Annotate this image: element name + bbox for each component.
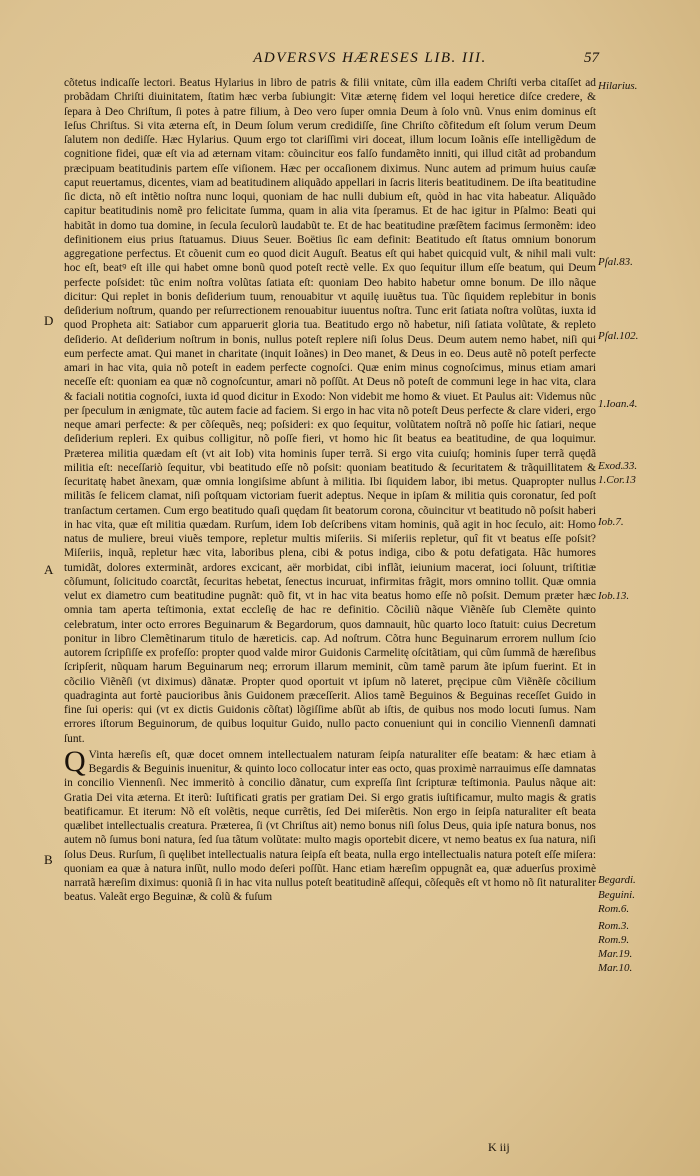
margin-note: Mar.10. [598, 962, 633, 974]
section-letter-b: B [44, 852, 53, 867]
paragraph [64, 744, 596, 905]
margin-note: 1.Ioan.4. [598, 398, 638, 410]
main-text-column [64, 76, 596, 905]
margin-note: Hilarius. [598, 80, 638, 92]
margin-note: Rom.9. [598, 934, 630, 946]
margin-note: Mar.19. [598, 948, 633, 960]
signature-mark: K iij [488, 1140, 510, 1154]
folio-number: 57 [584, 50, 599, 66]
section-letter-a: A [44, 562, 54, 577]
paragraph-text: Vinta hæreſis eſt, quæ docet omnem intellectualem naturam ſeipſa naturaliter eſſe beatam: & hæc etiam à Begardis & Beguinis inuenitur, & quinto loco collocatur inter eas octo, quas proximè narrauimus eſſe damnatas in concilio Viennenſi. Nec immeritò à concilio dãnatur, cum expreſſa ſint ſcripturæ teſtimonia. Paulus nãque ait: Gratia Dei vita æterna. Et iterũ: Iuſtificati gratis per gratiam Dei. Si ergo gratis iuſtificamur, multo magis & gratis beatificamur. Et iterum: Nõ eſt volẽtis, neque currẽtis, ſed Dei miſerẽtis. Non ergo in ſeipſa naturaliter eſt beata quælibet intellectualis creatura. Præterea, ſi (vt Chriſtus ait) nemo bonus niſi ſolus Deus, quia ipſe natura bonus, nos autem nõ ſumus boni natura, ſed ſua tãtum volũtate: multo magis oportebit dicere, vt nemo beatus ex ſua natura, niſi ſolus Deus. Rurſum, ſi quęlibet intellectualis natura ſeipſa eſt beata, nulla ergo intellectualis natura poteſt eſſe miſera: quoniam ea quæ à natura inſũt, nullo modo deſeri poſſũt. Hanc etiam hæreſim oppugnãt ea, quæ aduerſus proximè narratã hæreſim diximus: quoniã ſi in hac vita nullus poteſt beatitudinẽ aſſequi, cõſequẽs eſt vt homo nõ ſit naturaliter beatus. Valeãt ergo Beguinæ, & colũ & fuſum [64, 748, 596, 904]
section-letter-d: D [44, 313, 54, 328]
margin-note: Rom.3. [598, 920, 630, 932]
margin-note: Pſal.83. [598, 256, 633, 268]
margin-note: 1.Cor.13 [598, 474, 636, 486]
margin-note: Pſal.102. [598, 330, 639, 342]
margin-note: Iob.7. [598, 516, 624, 528]
running-head: ADVERSVS HÆRESES LIB. III. [253, 50, 487, 66]
dropcap: Q [64, 744, 86, 778]
margin-note: Beguini. [598, 889, 635, 901]
paragraph: cõtetus indicaſſe lectori. Beatus Hylarius in libro de patris & filii vnitate, cũm illa eadem Chriſti verba citaſſet ad probãdam Chriſti diuinitatem, ſtatim hæc verba ſubiungit: Vitæ æternę fidem vel loqui heretice diſce credere, & ſepara à Deo Chriſtum, ſi potes à patre filium, à Deo vero ſuper omnia Deum à ſolo vnũ. Vnus enim dominus eſt Ieſus Chriſtus. Si vita æterna eſt, in Deum ſolum verum credidiſſe, ſine Chriſto cõfitedum eſt ſolum verum Deum ſalutem non dediſſe. Hæc Hylarius. Quum ergo tot clariſſimi viri doceat, illum locum Ioãnis eſſe intelligẽdum de cognitione fidei, quæ eſt via ad æternam vitam: cõuincitur eos falſo fundamẽto inniti, qui illud citãt ad probandum præcipuam beatitudinis partem eſſe viſionem. Hæc per occaſionem diximus. Nunc autem ad primum huius cauſæ caput reuertamus, dicentes, viam ad beatitudinem aliquãdo appellari in ſacris literis beatitudinem. De iſta beatitudine ſic dicta, nõ eſt intẽtio noſtra nunc loqui, quoniam de hac nulli dubium eſt, quòd in hac vita habeatur. Aliquãdo capitur beatitudinis nomẽ pro felicitate ſumma, quam in alia vita ſperamus. Et de hac igitur in Pſalmo: Beati qui habitãt in domo tua domine, in ſecula ſeculorũ laudabũt te. Et de hac beatitudine præſẽtem facimus ſermonẽm: ideo definitionem eius prius ſtatuamus. Diuus Seuer. Boëtius ſic eam definit: Beatitudo eſt ſtatus omnium bonorum aggregatione perfectus. Et cõuenit cum eo quod dicit Auguſt. Beatus eſt qui habet quicquid vult, & nihil mali vult: hoc eſt, beatꝰ eſt ille qui habet omne bonũ quod poteſt rectè velle. Ex quo ſequitur illum eſſe beatum, qui Deum perfecte poſsidet: tũc enim noſtra volũtas ſatiata eſt: quoniam Deo habito habetur omne bonum. De illo nãque dicitur: Qui replet in bonis deſiderium tuum, renouabitur vt aquilę iuuẽtus tua. Tũc ſiquidem replebitur in bonis deſiderium noſtrum, quando per reſurrectionem renouabitur iuuentus noſtra. Tunc erit ſatiata noſtra volũtas, iuxta id quod Propheta ait: Satiabor cum apparuerit gloria tua. Beatitudo ergo nõ habetur, niſi ſatiata volũtate, & repleto deſiderio. At deſiderium noſtrum in bonis, nullus poteſt replere niſi ſolus Deus. Deum autem nemo habet, niſi qui eum perfecte amat. Qui manet in charitate (inquit Ioãnes) in Deo manet, & Deus in eo. Deus autẽ nõ poteſt perfecte amari in hac vita, quia nõ poteſt in eadem perfecte cognoſci. Quæ enim minus cognoſcimus, minus etiam amari neceſſe eſt: quoniam ea quæ nõ cognoſcuntur, amari nõ poſſũt. At Deus nõ poteſt de communi lege in hac vita, clara & faciali notitia cognoſci, iuxta id quod dicitur in Exodo: Non videbit me homo & viuet. Et Paulus ait: Videmus nũc per ſpeculum in ænigmate, tũc autem facie ad faciem. Si ergo in hac vita nõ poteſt Deus perfecte & clare videri, ergo neque amari perfecte: & per cõſequẽs, neq; poſsideri: ex quo ſequitur, volũtatem noſtrã nõ poſſe hic ſatiari, neque deſiderium repleri. Ex quibus colligitur, nõ poſſe fieri, vt homo hic ſit beatus ea beatitudine, de qua loquimur. Præterea militia quædam eſt (vt ait Iob) vita hominis ſuper terrã. Si ergo vita cuiuſq; hominis ſuper terrã quędã militia eſt: neceſſariò ſequitur, vbi beatitudo eſſe nõ poſsit: quoniam beatitudo & ſecuritatem & trãquillitatem & ſecuritatę habet ãnexam, quæ omnia longiſsime abſunt à militia. Ibi ſiquidem labor, ibi metus. Quapropter nullus militãs ſe felicem clamat, niſi poſtquam victoriam fuerit adeptus. Neque in ipſam & militia quis coronatur, ſed poſt tranſactum certamen. Cum ergo beatitudo quaſi quędam ſit beatorum corona, cõuincitur vt beatitudo nõ poſsit haberi in hac vita, quæ eſt militia quædam. Rurſum, idem Iob deſcribens vitam hominis, quã agit in hoc ſeculo, ait: Homo natus de muliere, breui viuẽs tempore, repletur multis miſeriis. Si miſeriis repletur, quî fit vt beatus eſſe poſsit? Miſeriis, inquã, repletur hæc vita, laboribus plena, cibi & potus indiga, cibo & potu defatigata. Hãc humores tumidãt, dolores exterminãt, ardores excicant, aër morbidat, cibi inflãt, ieiunium macerat, ioci ſoluunt, triſtitiæ cõſumunt, ſolicitudo coarctãt, ſecuritas hebetat, ſenectus incuruat, infirmitas frãgit, mors omnino tollit. Quæ omnia velut ex diametro cum beatitudine pugnãt: quõ fit, vt in hac vita beatus homo eſſe nõ poſsit. Demum præter hæc omnia tam aperta teſtimonia, extat eccleſię de hac re definitio. Cõciliũ nãque Viẽnẽſe ſub Clemẽte quinto celebratum, inter octo errores Beguinarum & Begardorum, quos damnauit, hũc quarto loco ſtatuit: cuius Decretum ponitur in libro Clemẽtinarum titulo de hæreticis. cap. Ad noſtrum. Cõtra hunc Beguinarum errorem nullum ſcio autorem ſcripſiſſe ex profeſſo: propter quod valde miror Guidonis Carmelitę oſcitãtiam, qui cũm ſummã de hæreſibus ſcripſerit, nũquam harum Beguinarum neq; errorum illarum meminit, cũm tamẽ parum ãte ipſum fuerint. Et in cõcilio Viẽnẽſi (vt diximus) dãnatæ. Propter quod oportuit vt ipſum nõ lateret, pręcipue cũm Viẽnẽſe cõcilium quadraginta aut fortè paucioribus ãnis Guidonem præceſſerit. Alios tamẽ Beguinos & Beguinas receſſet Guido in fine ſui operis: qui (vt ex dictis Guidonis cõſtat) lõgiſſime abſũt ab iſtis, de quibus nos modo locuti ſumus. Nam errores iſtorum Beguinorum, de quibus loquitur Guido, nullo pacto conueniunt qui in concilio Viennenſi damnati ſunt. [64, 77, 596, 745]
margin-note: Iob.13. [598, 590, 630, 602]
margin-note: Rom.6. [598, 903, 630, 915]
margin-note: Exod.33. [598, 460, 638, 472]
margin-note: Begardi. [598, 874, 636, 886]
